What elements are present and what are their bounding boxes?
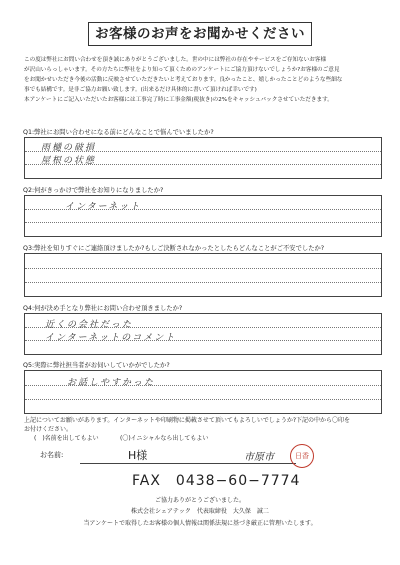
city-value: 市原市 [244, 452, 274, 463]
q1-answer-box [24, 137, 382, 179]
consent-option-initial[interactable]: (〇)イニシャルなら出してもよい [120, 435, 209, 442]
name-row [24, 446, 296, 464]
thanks-text: ご協力ありがとうございました。 [154, 497, 245, 504]
q2-answer-box [24, 195, 382, 237]
q5-answer-1: お話しやすかった [67, 378, 156, 388]
page-title: お客様のお声をお聞かせください [88, 22, 312, 46]
consent-text: 上記についてお願いがあります。インターネットや印刷物に掲載させて頂いてもよろしいでしょうか?下記の中から〇印を お付けください。 [24, 417, 351, 433]
consent-option-name[interactable]: ( )名前を出してもよい [34, 435, 99, 442]
name-label: お名前: [40, 451, 64, 459]
q4-answer-1: 近くの会社だった [45, 320, 134, 330]
privacy-text: 当アンケートで取得したお客様の個人情報は関係法規に基づき厳正に管理いたします。 [83, 520, 317, 527]
q2-answer-1: インターネット [65, 202, 142, 212]
q4-answer-box [24, 313, 382, 355]
fax-number: FAX 0438−60−7774 [132, 473, 301, 489]
q2-label: Q2:何がきっかけで弊社をお知りになりましたか? [23, 187, 164, 194]
q4-label: Q4:何が決め手となり弊社にお問い合わせ頂きましたか? [23, 305, 183, 312]
q5-label: Q5:実際に弊社担当者がお伺いしていかがでしたか? [23, 362, 170, 369]
intro-text: この度は弊社にお問い合わせを頂き誠にありがとうございました。世の中には弊社の存在やサービスをご存知ないお客様 が沢山いらっしゃいます。その方たちに弊社をより知って頂くためのアンケートにご協力頂けないでしょうか?お客様のご意見 をお聞かせいただき今後の活動に反映させていただきたいと考えております。良かったこと、嬉しかったことどのような些細な 事でも結構です。是非ご協力お願い致します。(出来るだけ具体的に書いて頂ければ幸いです) 本アンケートにご記入いただいたお客様には工事完了時に工事金額(税抜き)の2%をキャッシュバックさせていただきます。 [24, 57, 343, 103]
seal-stamp-icon [290, 444, 314, 468]
q3-label: Q3:弊社を知りすぐにご連絡頂けましたか?もしご決断されなかったとしたらどんなことがご不安でしたか? [23, 245, 325, 252]
company-text: 株式会社シェアテック 代表取締役 大久保 誠二 [131, 508, 269, 515]
q1-answer-1: 雨樋の破損 [41, 143, 97, 153]
seal-text: 日香 [295, 451, 309, 460]
q1-answer-2: 屋根の状態 [41, 156, 97, 166]
name-value: H様 [128, 449, 148, 462]
q3-answer-box [24, 253, 382, 297]
q1-label: Q1:弊社にお問い合わせになる前にどんなことで悩んでいましたか? [23, 129, 214, 136]
q5-answer-box [24, 370, 382, 414]
q4-answer-2: インターネットのコメント [45, 333, 177, 343]
